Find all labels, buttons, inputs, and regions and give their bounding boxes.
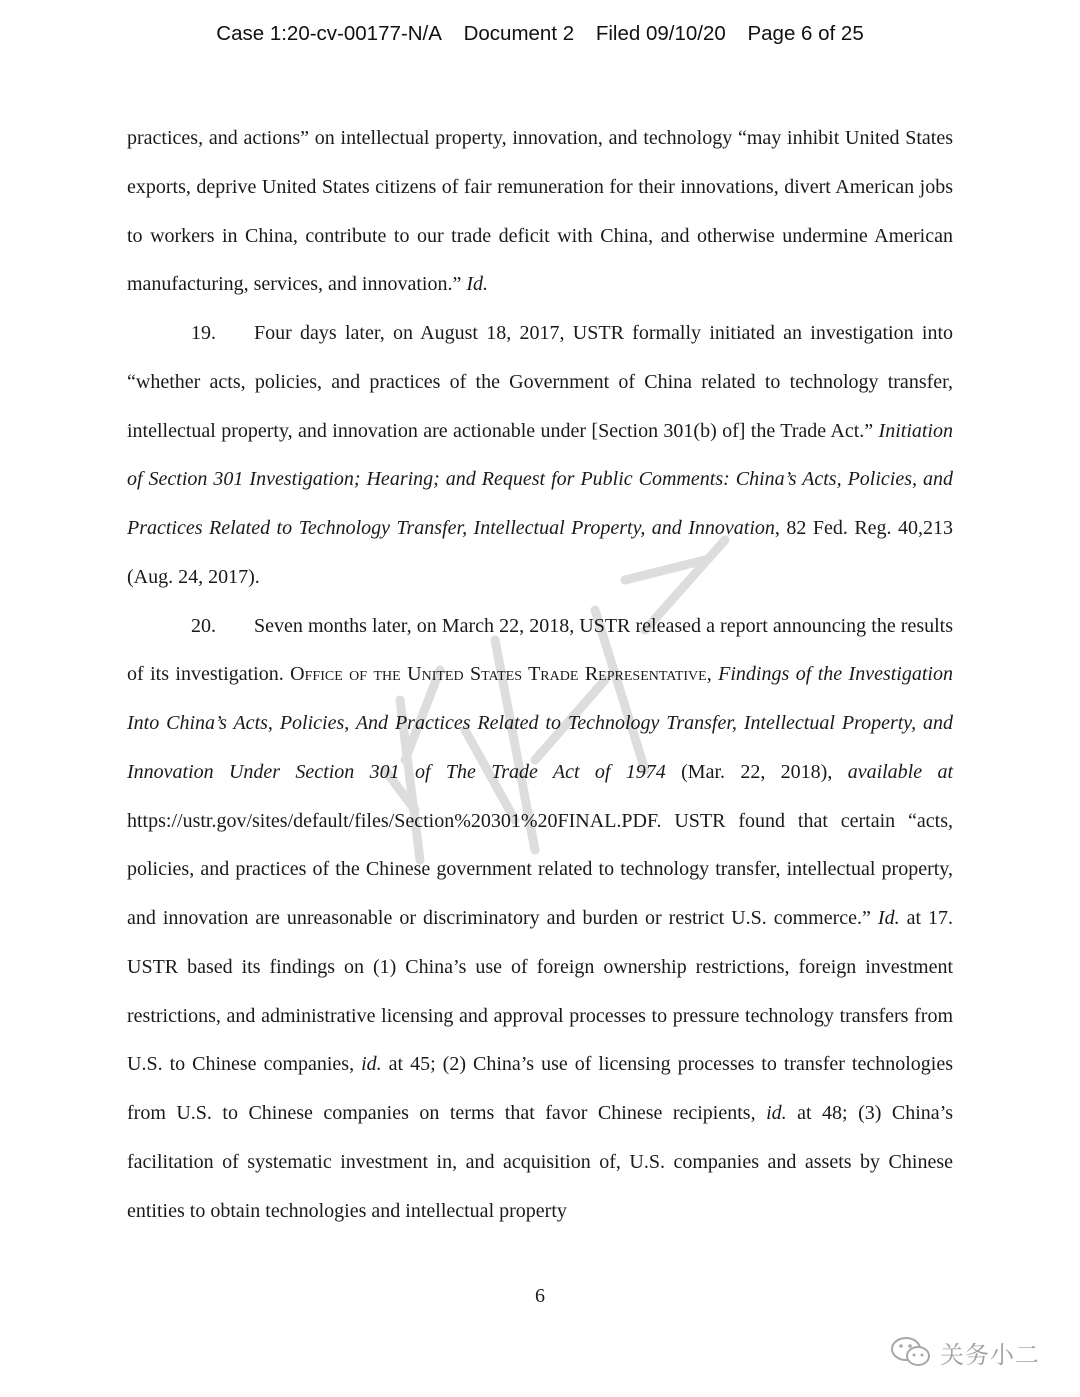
citation: Initiation of Section 301 Investigation; Hearing; and Request for Public Comments: China’s Acts, Policies, and Practices Related to Technology Transfer, Intellectual Property, and Innovation bbox=[127, 419, 953, 539]
case-header bbox=[0, 22, 1080, 46]
report-title: Findings of the Investigation Into China’s Acts, Policies, And Practices Related to Technology Transfer, Intellectual Property, and Innovation Under Section 301 of The Trade Act of 1974 bbox=[127, 663, 953, 783]
paragraph-continuation: practices, and actions” on intellectual property, innovation, and technology “may inhibit United States exports, deprive United States citizens of fair remuneration for their innovations, divert American jobs to workers in China, contribute to our trade deficit with China, and otherwise undermine American manufacturing, services, and innovation.” Id. bbox=[127, 127, 953, 296]
paragraph-19: 19. Four days later, on August 18, 2017, USTR formally initiated an investigation into “whether acts, policies, and practices of the Government of China related to technology transfer, intellectual property, and innovation are actionable under [Section 301(b) of] the Trade Act.” Initiation of Section 301 Investigation; Hearing; and Request for Public Comments: China’s Acts, Policies, and Practices Related to Technology Transfer, Intellectual Property, and Innovation, 82 Fed. Reg. 40,213 (Aug. 24, 2017). bbox=[127, 309, 953, 602]
document-number: Document 2 bbox=[463, 22, 575, 45]
paragraph-number: 20. bbox=[191, 614, 216, 637]
case-number: Case 1:20-cv-00177-N/A bbox=[216, 22, 442, 45]
brand-watermark bbox=[890, 1332, 1040, 1372]
brand-text: 关务小二 bbox=[940, 1340, 1040, 1369]
paragraph-number: 19. bbox=[191, 322, 216, 344]
wechat-icon bbox=[890, 1335, 932, 1369]
page-info: Page 6 of 25 bbox=[747, 22, 864, 45]
page-number: 6 bbox=[535, 1285, 545, 1307]
paragraph-20: 20. Seven months later, on March 22, 2018, USTR released a report announcing the results of its investigation. Office of the United States Trade Representative, Findings of the Investigation Into China’s Acts, Policies, And Practices Related to Technology Transfer, Intellectual Property, and Innovation Under Section 301 of The Trade Act of 1974 (Mar. 22, 2018), available at https://ustr.gov/sites/default/files/Section%20301%20FINAL.PDF. USTR found that certain “acts, policies, and practices of the Chinese government related to technology transfer, intellectual property, and innovation are unreasonable or discriminatory and burden or restrict U.S. commerce.” Id. at 17. USTR based its findings on (1) China’s use of foreign ownership restrictions, foreign investment restrictions, and administrative licensing and approval processes to pressure technology transfers from U.S. to Chinese companies, id. at 45; (2) China’s use of licensing processes to transfer technologies from U.S. to Chinese companies on terms that favor Chinese recipients, id. at 48; (3) China’s facilitation of systematic investment in, and acquisition of, U.S. companies and assets by Chinese entities to obtain technologies and intellectual property bbox=[127, 602, 953, 1236]
agency-name: Office of the United States Trade Representative bbox=[290, 663, 707, 686]
filed-date: Filed 09/10/20 bbox=[595, 22, 726, 45]
document-body bbox=[127, 114, 953, 1235]
